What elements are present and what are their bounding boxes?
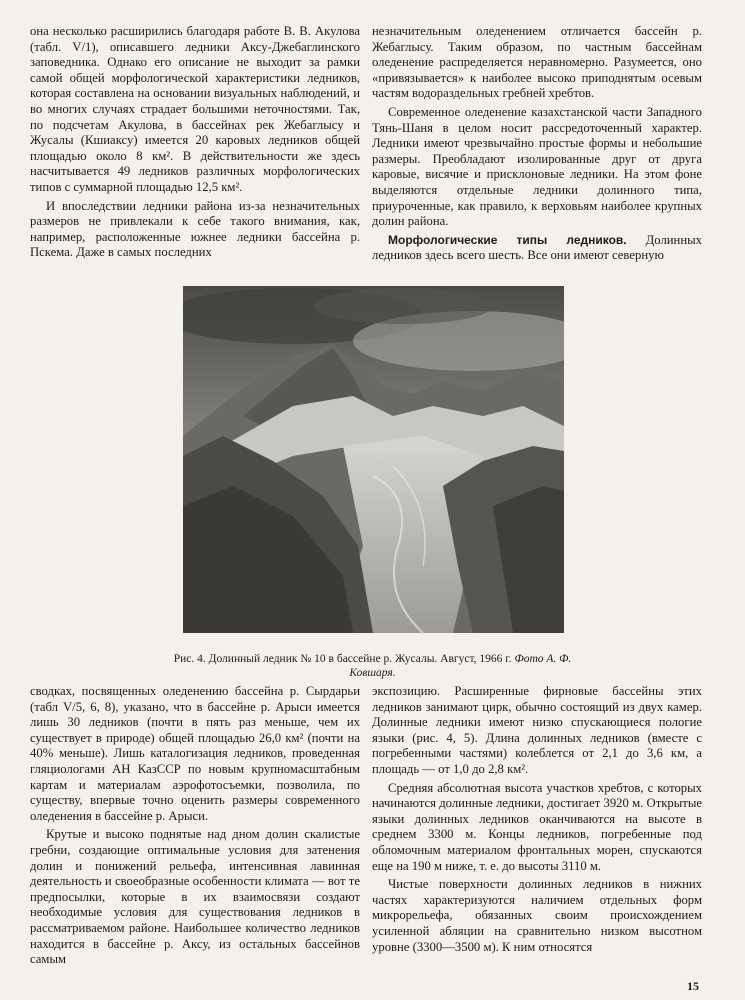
bottom-left-column — [30, 684, 360, 974]
glacier-photo-illustration — [183, 286, 564, 633]
photo-credit: Фото А. Ф. Ковшаря. — [349, 653, 572, 679]
page-number: 15 — [687, 979, 699, 993]
top-right-column — [372, 24, 702, 274]
paragraph: Современное оледенение казахстанской части Западного Тянь-Шаня в целом носит рассредоточенный характер. Ледники имеют чрезвычайно простые формы и небольшие размеры. Преобладают изолированные друг от друга каровые, висячие и присклоновые ледники. На этом фоне выделяются отдельные ледники долинного типа, приуроченные, как правило, к верховьям наиболее крупных долин района. — [372, 104, 702, 229]
paragraph: И впоследствии ледники района из-за незначительных размеров не привлекали к себе такого внимания, как, например, расположенные южнее ледники бассейна р. Пскема. Даже в самых последних — [30, 198, 360, 260]
paragraph: Средняя абсолютная высота участков хребтов, с которых начинаются долинные ледники, достигает 3920 м. Открытые языки долинных ледников оканчиваются на высоте в среднем 3300 м. Концы ледников, погребенные под обломочным материалом фронтальных морен, спускаются еще на 190 м ниже, т. е. до высоты 3110 м. — [372, 780, 702, 873]
figure-caption — [150, 652, 595, 680]
paragraph: экспозицию. Расширенные фирновые бассейны этих ледников занимают цирк, обычно состоящий из двух камер. Долинные ледники имеют низко спускающиеся пологие языки (рис. 4, 5). Длина долинных ледников (вместе с погребенными частями) колеблется от 2,1 до 3,6 км, а площадь — от 1,0 до 2,8 км². — [372, 684, 702, 776]
bottom-text-columns — [30, 684, 702, 974]
paragraph-morphology — [372, 233, 702, 264]
paragraph: Чистые поверхности долинных ледников в нижних частях характеризуются наличием отдельных форм микрорельефа, обязанных своим происхождением усиленной абляции на сравнительно низком высотном уровне (3300—3500 м). К ним относятся — [372, 877, 702, 954]
top-left-column — [30, 24, 360, 274]
top-text-columns — [30, 24, 702, 274]
paragraph-text: Долинных ледников здесь всего шесть. Все они имеют северную — [372, 232, 703, 263]
bottom-right-column — [372, 684, 702, 974]
paragraph: незначительным оледенением отличается бассейн р. Жебаглысу. Таким образом, по частным бассейнам оледенение распределяется неравномерно. Разумеется, оно «привязывается» к наиболее высоко приподнятым осевым частям водораздельных гребней хребтов. — [372, 24, 702, 101]
section-heading: Морфологические типы ледников. — [388, 232, 627, 247]
caption-text: Рис. 4. Долинный ледник № 10 в бассейне р. Жусалы. Август, 1966 г. — [173, 653, 512, 665]
paragraph: Крутые и высоко поднятые над дном долин скалистые гребни, создающие оптимальные условия для затенения долин и понижений рельефа, интенсивная лавинная деятельность и своеобразные особенности климата — вот те предпосылки, которые в их взаимосвязи создают необходимые условия для существования ледников в рассматриваемом районе. Наибольшее количество ледников находится в бассейне р. Аксу, из остальных бассейнов самым — [30, 827, 360, 967]
glacier-photo — [183, 286, 564, 633]
paragraph: сводках, посвященных оледенению бассейна р. Сырдарьи (табл V/5, 6, 8), указано, что в бассейне р. Арыси имеется лишь 30 ледников (почти в пять раз меньше, чем их существует в природе) общей площадью 26,0 км² (почти на 40% меньше). Лишь каталогизация ледников, проведенная гляциологами АН КазССР по новым крупномасштабным картам и материалам аэрофотосъемки, позволила, по существу, впервые точно оценить размеры современного оледенения в бассейне р. Арыси. — [30, 684, 360, 823]
paragraph: она несколько расширились благодаря работе В. В. Акулова (табл. V/1), описавшего ледники Аксу-Джебаглинского заповедника. Однако его описание не выходит за рамки самой общей морфологической характеристики ледников, которая составлена на основании визуальных наблюдений, и во многих случаях страдает большими неточностями. Так, по подсчетам Акулова, в бассейнах рек Жебаглысу и Жусалы (Кшиаксу) имеется 20 каровых ледников общей площадью около 8 км². В действительности же здесь насчитывается 49 ледников различных морфологических типов с суммарной площадью 12,5 км². — [30, 24, 360, 194]
